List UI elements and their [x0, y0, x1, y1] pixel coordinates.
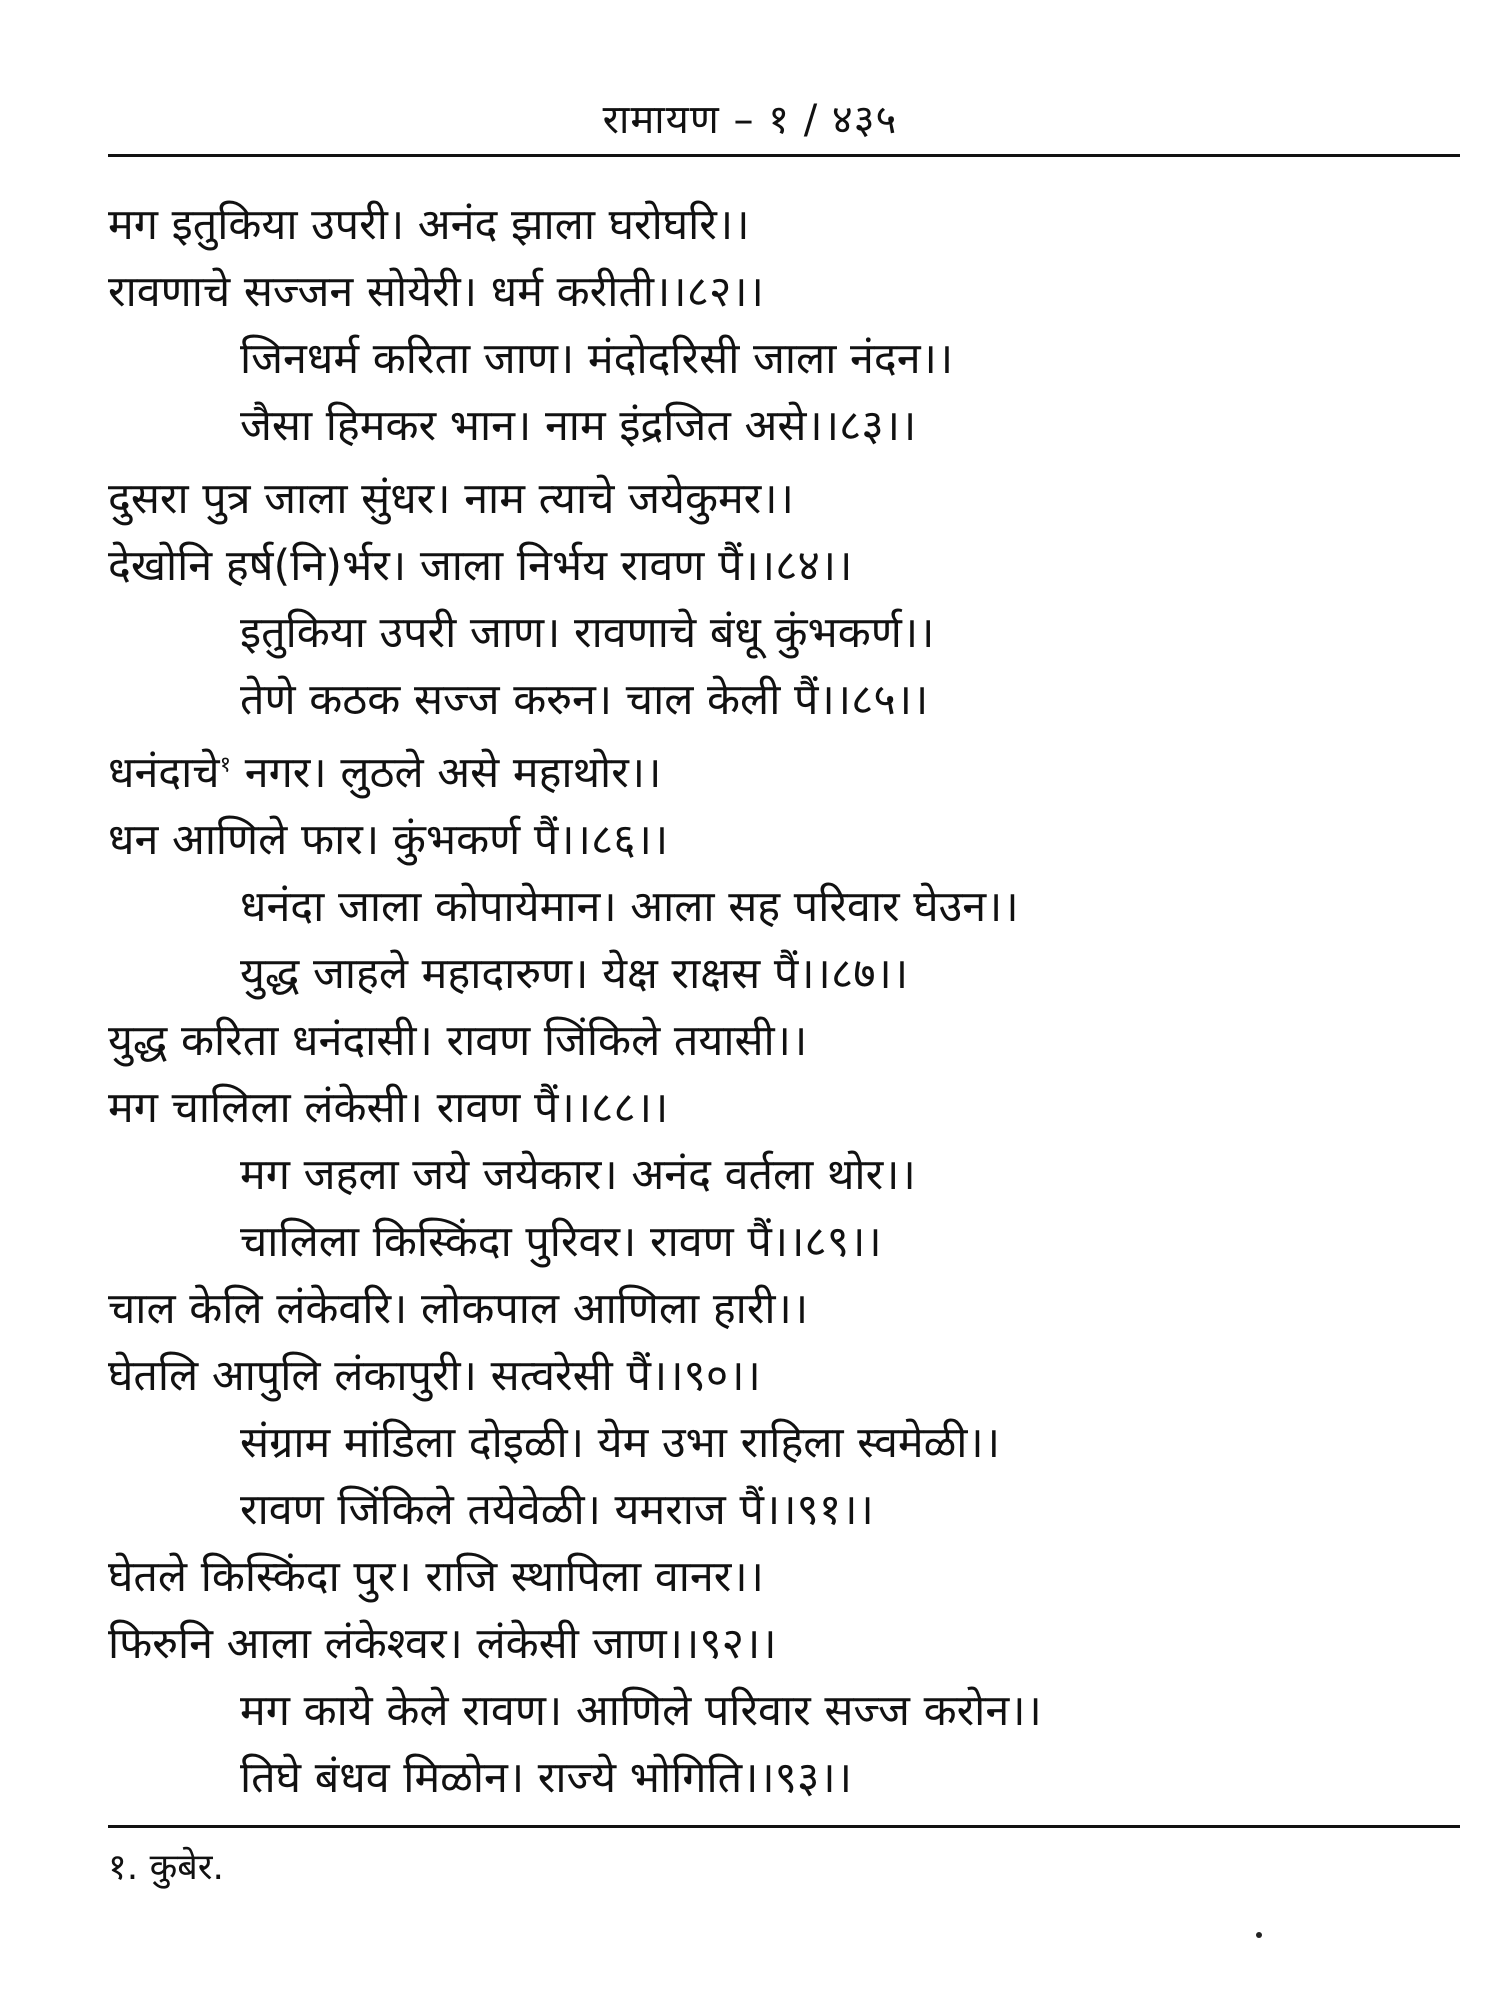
verse-line: इतुकिया उपरी जाण। रावणाचे बंधू कुंभकर्ण।।: [240, 608, 935, 658]
verse-line: तेणे कठक सज्ज करुन। चाल केली पैं।।८५।।: [240, 675, 929, 725]
ink-speck: [1256, 1932, 1262, 1938]
verse-line: फिरुनि आला लंकेश्वर। लंकेसी जाण।।९२।।: [108, 1619, 777, 1669]
verse-line: घेतलि आपुलि लंकापुरी। सत्वरेसी पैं।।९०।।: [108, 1351, 761, 1401]
verse-line: चालिला किस्किंदा पुरिवर। रावण पैं।।८९।।: [240, 1217, 882, 1267]
verse-text: नगर। लुठले असे महाथोर।।: [231, 748, 662, 798]
verse-line: दुसरा पुत्र जाला सुंधर। नाम त्याचे जयेकुमर।।: [108, 474, 794, 524]
verse-line: मग जहला जये जयेकार। अनंद वर्तला थोर।।: [240, 1150, 916, 1200]
verse-line: मग चालिला लंकेसी। रावण पैं।।८८।।: [108, 1083, 669, 1133]
verse-line: [108, 740, 1460, 807]
verse-line: जैसा हिमकर भान। नाम इंद्रजित असे।।८३।।: [240, 401, 917, 451]
footnote: १. कुबेर.: [108, 1847, 224, 1888]
running-header: रामायण – १ / ४३५: [602, 97, 898, 143]
verse-line: रावण जिंकिले तयेवेळी। यमराज पैं।।९१।।: [240, 1485, 874, 1535]
header-rule: [108, 154, 1460, 157]
verse-line: तिघे बंधव मिळोन। राज्ये भोगिति।।९३।।: [240, 1753, 852, 1803]
verse-line: मग काये केले रावण। आणिले परिवार सज्ज करोन।।: [240, 1686, 1042, 1736]
verse-line: चाल केलि लंकेवरि। लोकपाल आणिला हारी।।: [108, 1284, 809, 1334]
verse-line: युद्ध करिता धनंदासी। रावण जिंकिले तयासी।।: [108, 1016, 808, 1066]
verse-text: धनंदाचे: [108, 748, 220, 798]
footnote-rule: [108, 1825, 1460, 1828]
verse-line: घेतले किस्किंदा पुर। राजि स्थापिला वानर।।: [108, 1552, 764, 1602]
verse-line: मग इतुकिया उपरी। अनंद झाला घरोघरि।।: [108, 200, 750, 250]
verse-line: धनंदा जाला कोपायेमान। आला सह परिवार घेउन।।: [240, 882, 1019, 932]
verse-line: रावणाचे सज्जन सोयेरी। धर्म करीती।।८२।।: [108, 267, 764, 317]
verse-line: जिनधर्म करिता जाण। मंदोदरिसी जाला नंदन।।: [240, 334, 954, 384]
footnote-marker: १: [219, 752, 232, 778]
verse-line: संग्राम मांडिला दोइळी। येम उभा राहिला स्वमेळी।।: [240, 1418, 1000, 1468]
verse-line: युद्ध जाहले महादारुण। येक्ष राक्षस पैं।।८७।।: [240, 949, 909, 999]
verse-line: देखोनि हर्ष(नि)र्भर। जाला निर्भय रावण पैं।।८४।।: [108, 541, 853, 591]
verse-block: [108, 192, 1460, 1812]
verse-line: धन आणिले फार। कुंभकर्ण पैं।।८६।।: [108, 815, 669, 865]
